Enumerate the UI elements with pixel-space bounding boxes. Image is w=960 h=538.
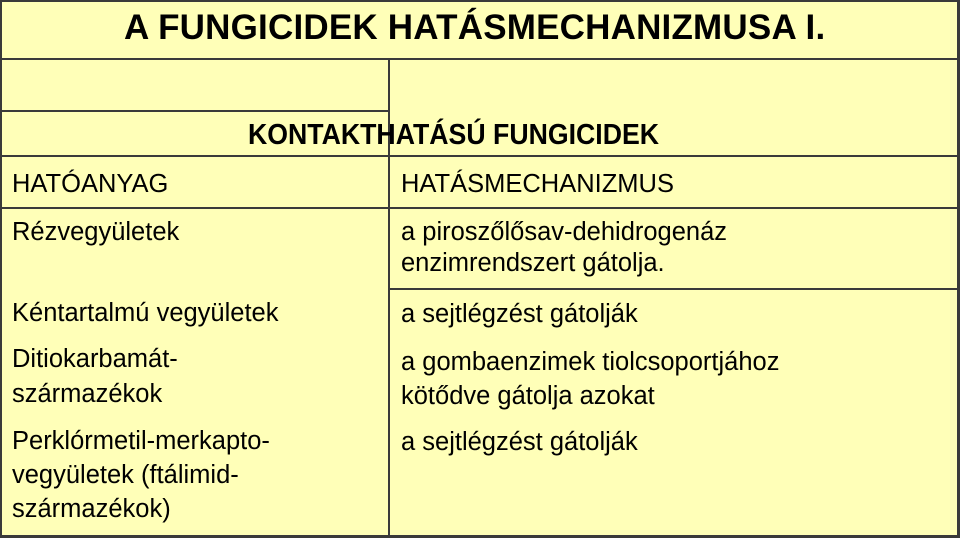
agent-cell-4: Perklórmetil-merkapto-vegyületek (ftálimid-származékok) [12,427,270,523]
border-top [0,0,960,2]
section-heading: KONTAKTHATÁSÚ FUNGICIDEK [248,119,660,151]
row-divider-1 [0,110,388,112]
row-divider-4 [388,288,960,290]
mechanism-cell-1: a piroszőlősav-dehidrogenáz enzimrendszert gátolja. [401,218,728,277]
row-divider-2 [0,155,960,157]
mechanism-cell-4: a sejtlégzést gátolják [401,428,638,456]
agent-cell-2: Kéntartalmú vegyületek [12,299,279,327]
row-divider-3 [0,207,960,209]
agent-cell-1: Rézvegyületek [12,218,180,246]
border-left [0,0,2,538]
column-header-agent: HATÓANYAG [12,170,169,198]
page-title: A FUNGICIDEK HATÁSMECHANIZMUSA I. [124,8,826,47]
mechanism-cell-2: a sejtlégzést gátolják [401,300,638,328]
agent-cell-3: Ditiokarbamát-származékok [12,345,178,408]
title-divider [0,58,960,60]
mechanism-cell-3: a gombaenzimek tiolcsoportjához kötődve gátolja azokat [401,348,780,410]
column-header-mechanism: HATÁSMECHANIZMUS [401,170,674,198]
